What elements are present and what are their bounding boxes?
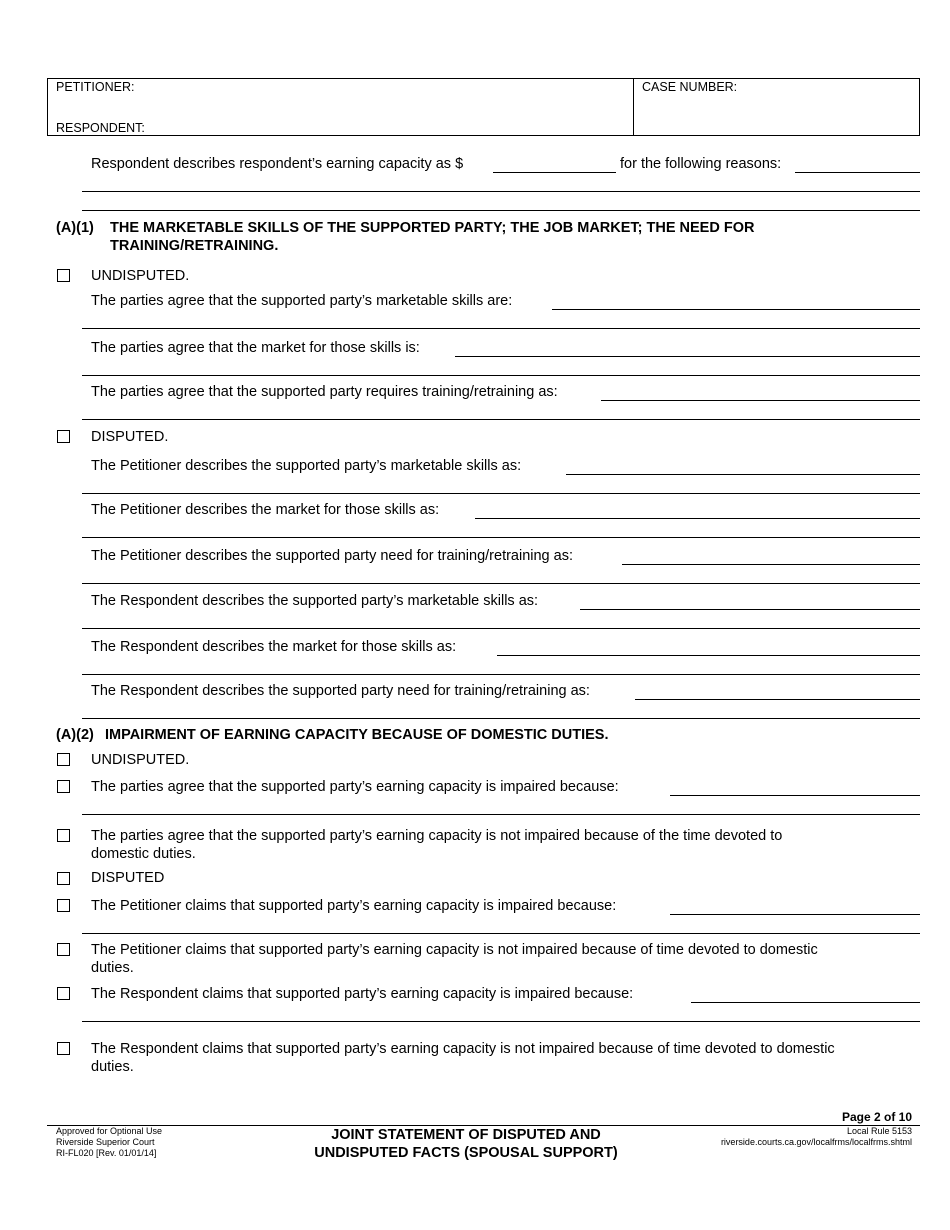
- a1-disputed-item: The Petitioner describes the supported party need for training/retraining as:: [91, 548, 573, 564]
- section-a1-number: (A)(1): [56, 220, 94, 236]
- a1-disputed-item: The Respondent describes the supported party’s marketable skills as:: [91, 593, 539, 609]
- a1-skills-field-line[interactable]: [82, 328, 920, 329]
- a1-undisputed-item: The parties agree that the market for those skills is:: [91, 340, 420, 356]
- earning-capacity-text-a: Respondent describes respondent’s earning capacity as $: [91, 156, 464, 172]
- a1-training-field[interactable]: [601, 400, 920, 401]
- a1-undisputed-label: UNDISPUTED.: [91, 268, 190, 284]
- a2-undisputed-label: UNDISPUTED.: [91, 752, 190, 768]
- a1-pet-market-field[interactable]: [475, 518, 920, 519]
- a2-resp-not-impaired-checkbox[interactable]: [57, 1042, 70, 1055]
- caption-box: [47, 78, 920, 136]
- a2-resp-impaired-checkbox[interactable]: [57, 987, 70, 1000]
- a1-market-field-line[interactable]: [82, 375, 920, 376]
- a2-pet-impaired-text: The Petitioner claims that supported party’s earning capacity is impaired because:: [91, 898, 617, 914]
- a2-undisputed-checkbox[interactable]: [57, 753, 70, 766]
- section-divider: [82, 210, 920, 211]
- footer-form-number: RI-FL020 [Rev. 01/01/14]: [56, 1148, 157, 1158]
- section-a2-title: IMPAIRMENT OF EARNING CAPACITY BECAUSE OF DOMESTIC DUTIES.: [105, 727, 609, 743]
- a2-pet-impaired-field[interactable]: [670, 914, 920, 915]
- a1-undisputed-item: The parties agree that the supported party’s marketable skills are:: [91, 293, 513, 309]
- a1-pet-skills-field-line[interactable]: [82, 493, 920, 494]
- section-a1-title-line2: TRAINING/RETRAINING.: [110, 238, 279, 254]
- earning-capacity-amount-field[interactable]: [493, 172, 616, 173]
- page-number: Page 2 of 10: [841, 1110, 912, 1124]
- a1-resp-training-field[interactable]: [635, 699, 920, 700]
- footer-title-line2: UNDISPUTED FACTS (SPOUSAL SUPPORT): [314, 1145, 618, 1161]
- a1-disputed-checkbox[interactable]: [57, 430, 70, 443]
- a2-resp-not-impaired-line2: duties.: [91, 1059, 134, 1075]
- a2-disputed-checkbox[interactable]: [57, 872, 70, 885]
- a2-pet-impaired-field-line[interactable]: [82, 933, 920, 934]
- a2-pet-not-impaired-line1: The Petitioner claims that supported party’s earning capacity is not impaired because of time devoted to domestic: [91, 942, 818, 958]
- a2-pet-impaired-checkbox[interactable]: [57, 899, 70, 912]
- a2-agree-not-impaired-checkbox[interactable]: [57, 829, 70, 842]
- a2-resp-not-impaired-line1: The Respondent claims that supported party’s earning capacity is not impaired because of time devoted to domestic: [91, 1041, 835, 1057]
- section-a1-title-line1: THE MARKETABLE SKILLS OF THE SUPPORTED PARTY; THE JOB MARKET; THE NEED FOR: [110, 220, 755, 236]
- earning-capacity-text-b: for the following reasons:: [620, 156, 782, 172]
- a1-disputed-item: The Respondent describes the market for those skills as:: [91, 639, 457, 655]
- a1-disputed-item: The Petitioner describes the market for those skills as:: [91, 502, 440, 518]
- a1-undisputed-item: The parties agree that the supported party requires training/retraining as:: [91, 384, 558, 400]
- a1-resp-market-field[interactable]: [497, 655, 920, 656]
- a2-agree-impaired-field[interactable]: [670, 795, 920, 796]
- a2-agree-impaired-field-line[interactable]: [82, 814, 920, 815]
- caption-divider: [633, 79, 634, 135]
- a2-agree-impaired-text: The parties agree that the supported party’s earning capacity is impaired because:: [91, 779, 619, 795]
- a1-market-field[interactable]: [455, 356, 920, 357]
- a2-pet-not-impaired-checkbox[interactable]: [57, 943, 70, 956]
- reasons-field[interactable]: [795, 172, 920, 173]
- section-a2-number: (A)(2): [56, 727, 94, 743]
- a2-resp-impaired-field[interactable]: [691, 1002, 920, 1003]
- a1-resp-skills-field[interactable]: [580, 609, 920, 610]
- a1-disputed-label: DISPUTED.: [91, 429, 169, 445]
- footer-approved-line1: Approved for Optional Use: [56, 1126, 163, 1136]
- a2-pet-not-impaired-line2: duties.: [91, 960, 134, 976]
- a1-disputed-item: The Respondent describes the supported party need for training/retraining as:: [91, 683, 590, 699]
- footer-title-line1: JOINT STATEMENT OF DISPUTED AND: [331, 1127, 601, 1143]
- footer-approved-line2: Riverside Superior Court: [56, 1137, 155, 1147]
- a1-disputed-item: The Petitioner describes the supported party’s marketable skills as:: [91, 458, 522, 474]
- reasons-field-line[interactable]: [82, 191, 920, 192]
- a1-pet-skills-field[interactable]: [566, 474, 920, 475]
- a1-resp-skills-field-line[interactable]: [82, 628, 920, 629]
- petitioner-label: PETITIONER:: [56, 80, 135, 94]
- footer-url[interactable]: riverside.courts.ca.gov/localfrms/localfrms.shtml: [720, 1137, 912, 1147]
- a1-pet-training-field[interactable]: [622, 564, 920, 565]
- respondent-label: RESPONDENT:: [56, 121, 145, 135]
- a1-pet-training-field-line[interactable]: [82, 583, 920, 584]
- a1-skills-field[interactable]: [552, 309, 920, 310]
- a1-undisputed-checkbox[interactable]: [57, 269, 70, 282]
- a1-resp-training-field-line[interactable]: [82, 718, 920, 719]
- case-number-label: CASE NUMBER:: [642, 80, 738, 94]
- a1-pet-market-field-line[interactable]: [82, 537, 920, 538]
- a1-resp-market-field-line[interactable]: [82, 674, 920, 675]
- a2-agree-not-impaired-line2: domestic duties.: [91, 846, 196, 862]
- a2-disputed-label: DISPUTED: [91, 870, 165, 886]
- a2-agree-impaired-checkbox[interactable]: [57, 780, 70, 793]
- footer-local-rule: Local Rule 5153: [846, 1126, 912, 1136]
- a2-resp-impaired-field-line[interactable]: [82, 1021, 920, 1022]
- a2-agree-not-impaired-line1: The parties agree that the supported party’s earning capacity is not impaired because of the time devoted to: [91, 828, 783, 844]
- a1-training-field-line[interactable]: [82, 419, 920, 420]
- a2-resp-impaired-text: The Respondent claims that supported party’s earning capacity is impaired because:: [91, 986, 634, 1002]
